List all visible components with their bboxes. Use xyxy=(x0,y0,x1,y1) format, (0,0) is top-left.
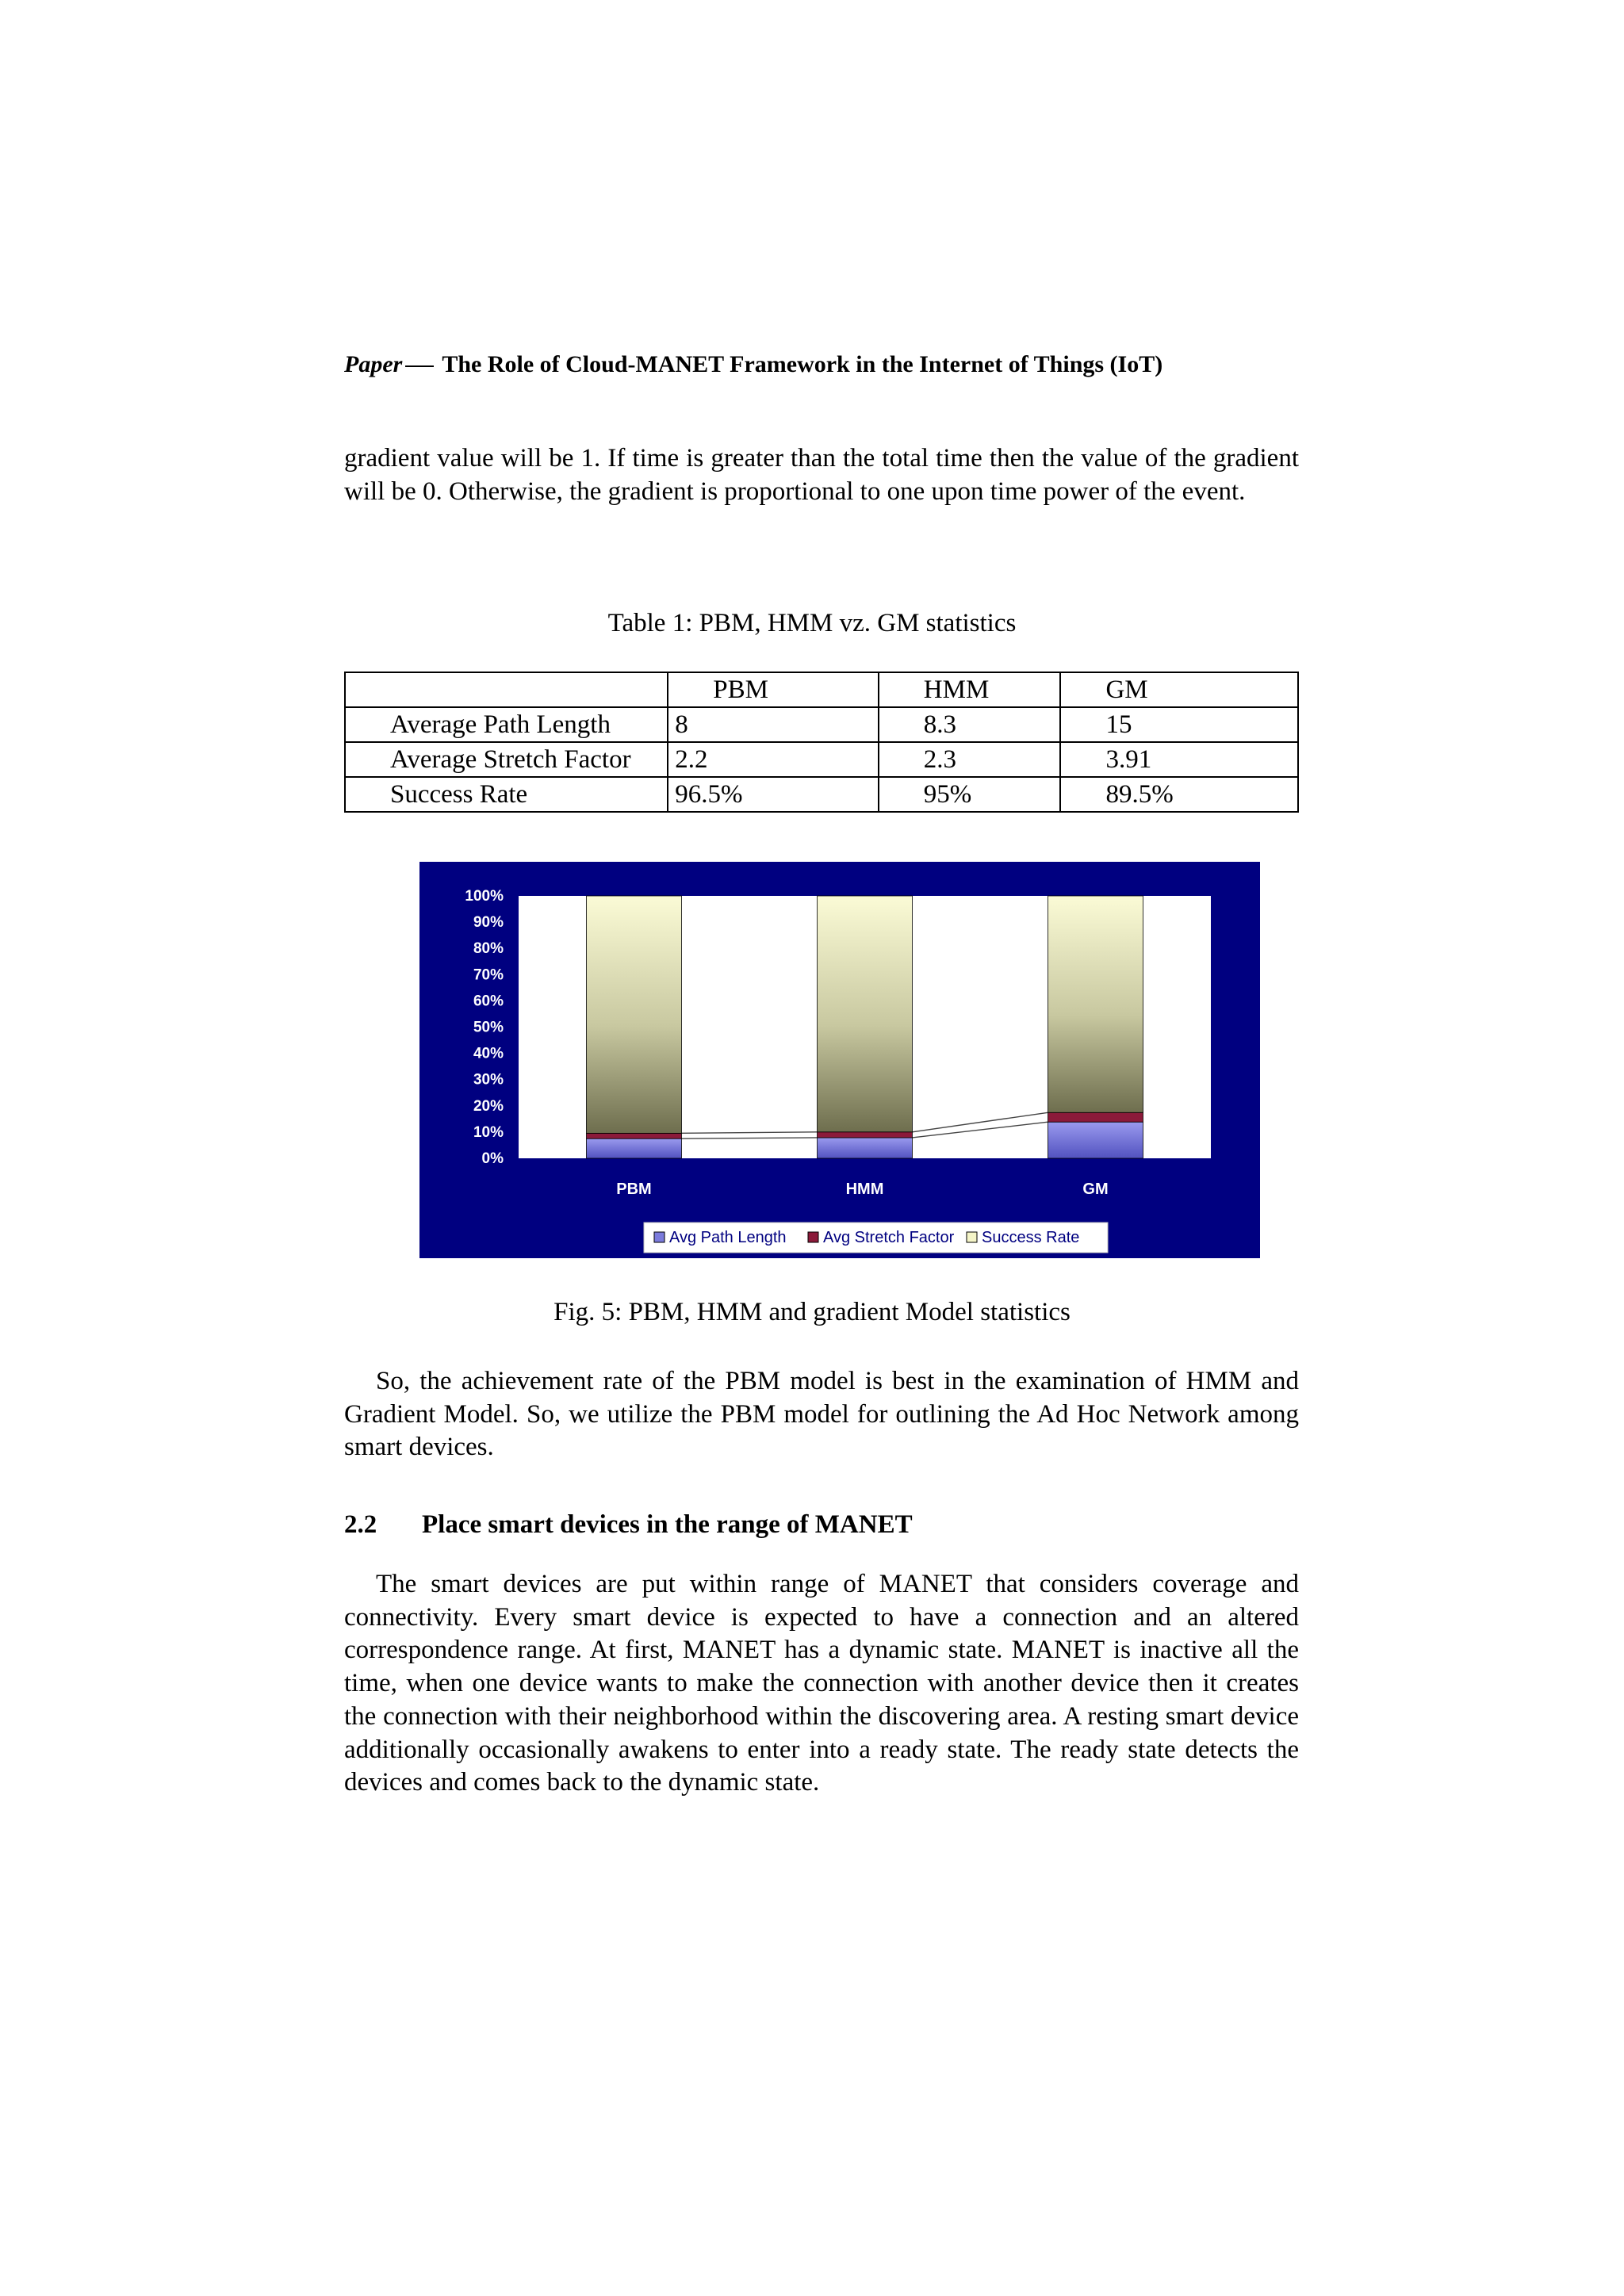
legend-label: Avg Path Length xyxy=(669,1229,787,1246)
table-cell: Success Rate xyxy=(345,777,668,812)
y-tick-label: 100% xyxy=(465,888,504,905)
y-tick-label: 0% xyxy=(481,1150,504,1167)
table-cell: Average Stretch Factor xyxy=(345,742,668,777)
bar-segment-avg-path-length xyxy=(818,1138,913,1158)
y-tick-label: 50% xyxy=(473,1019,504,1036)
running-head-label: Paper xyxy=(344,351,403,377)
conclusion-paragraph: So, the achievement rate of the PBM model is best in the examination of HMM and Gradient Model. So, we utilize the PBM model for outlining the Ad Hoc Network among smart devices. xyxy=(344,1367,1299,1462)
running-head xyxy=(344,351,1162,378)
table-header-cell: PBM xyxy=(668,672,879,707)
table-cell: 2.3 xyxy=(879,742,1061,777)
table-cell: 8.3 xyxy=(879,707,1061,742)
x-tick-label: GM xyxy=(1082,1181,1109,1198)
table-header-cell: GM xyxy=(1060,672,1298,707)
section-title: Place smart devices in the range of MANET xyxy=(422,1510,913,1539)
legend-swatch xyxy=(808,1232,818,1242)
x-tick-label: HMM xyxy=(845,1181,884,1198)
section-paragraph: The smart devices are put within range of MANET that considers coverage and connectivity. Every smart device is expected to have a connection and an altered correspondence range. At first, MANET has a dynamic state. MANET is inactive all the time, when one device wants to make the connection with another device then it creates the connection with their neighborhood within the discovering area. A resting smart device additionally occasionally awakens to enter into a ready state. The ready state detects the devices and comes back to the dynamic state. xyxy=(344,1570,1299,1797)
y-tick-label: 40% xyxy=(473,1045,504,1062)
table-row xyxy=(345,777,1298,812)
running-head-dash xyxy=(405,365,434,367)
table-cell: 3.91 xyxy=(1060,742,1298,777)
bar-segment-success-rate xyxy=(818,896,913,1132)
bar-segment-avg-path-length xyxy=(1048,1122,1143,1158)
y-tick-label: 10% xyxy=(473,1123,504,1141)
table-cell: 2.2 xyxy=(668,742,879,777)
legend-label: Success Rate xyxy=(982,1229,1080,1246)
y-tick-label: 70% xyxy=(473,966,504,984)
legend-swatch xyxy=(654,1232,665,1242)
bar-segment-avg-stretch-factor xyxy=(818,1132,913,1138)
bar-segment-avg-path-length xyxy=(587,1138,682,1158)
table-cell: 15 xyxy=(1060,707,1298,742)
bar-segment-avg-stretch-factor xyxy=(587,1133,682,1138)
running-head-title: The Role of Cloud-MANET Framework in the Internet of Things (IoT) xyxy=(442,351,1163,377)
y-tick-label: 80% xyxy=(473,940,504,958)
intro-paragraph: gradient value will be 1. If time is greater than the total time then the value of the gradient will be 0. Otherwise, the gradient is proportional to one upon time power of the event. xyxy=(344,444,1299,506)
table-cell: Average Path Length xyxy=(345,707,668,742)
x-tick-label: PBM xyxy=(616,1181,652,1198)
bar-segment-success-rate xyxy=(1048,896,1143,1112)
stacked-bar-chart xyxy=(419,862,1260,1258)
table-row xyxy=(345,707,1298,742)
table-row xyxy=(345,742,1298,777)
table-cell: 89.5% xyxy=(1060,777,1298,812)
legend-swatch xyxy=(967,1232,977,1242)
y-tick-label: 60% xyxy=(473,993,504,1010)
y-tick-label: 20% xyxy=(473,1097,504,1115)
bar-segment-success-rate xyxy=(587,896,682,1133)
section-heading xyxy=(344,1510,913,1540)
figure-caption: Fig. 5: PBM, HMM and gradient Model statistics xyxy=(553,1298,1071,1326)
bar-segment-avg-stretch-factor xyxy=(1048,1112,1143,1122)
table-cell: 8 xyxy=(668,707,879,742)
table-header-cell: HMM xyxy=(879,672,1061,707)
table-caption: Table 1: PBM, HMM vz. GM statistics xyxy=(607,609,1017,637)
y-tick-label: 90% xyxy=(473,914,504,932)
y-tick-label: 30% xyxy=(473,1071,504,1089)
section-number: 2.2 xyxy=(344,1510,377,1539)
legend-label: Avg Stretch Factor xyxy=(823,1229,955,1246)
table-header-cell xyxy=(345,672,668,707)
table-cell: 96.5% xyxy=(668,777,879,812)
table-cell: 95% xyxy=(879,777,1061,812)
table-header-row xyxy=(345,672,1298,707)
statistics-table xyxy=(344,672,1299,813)
